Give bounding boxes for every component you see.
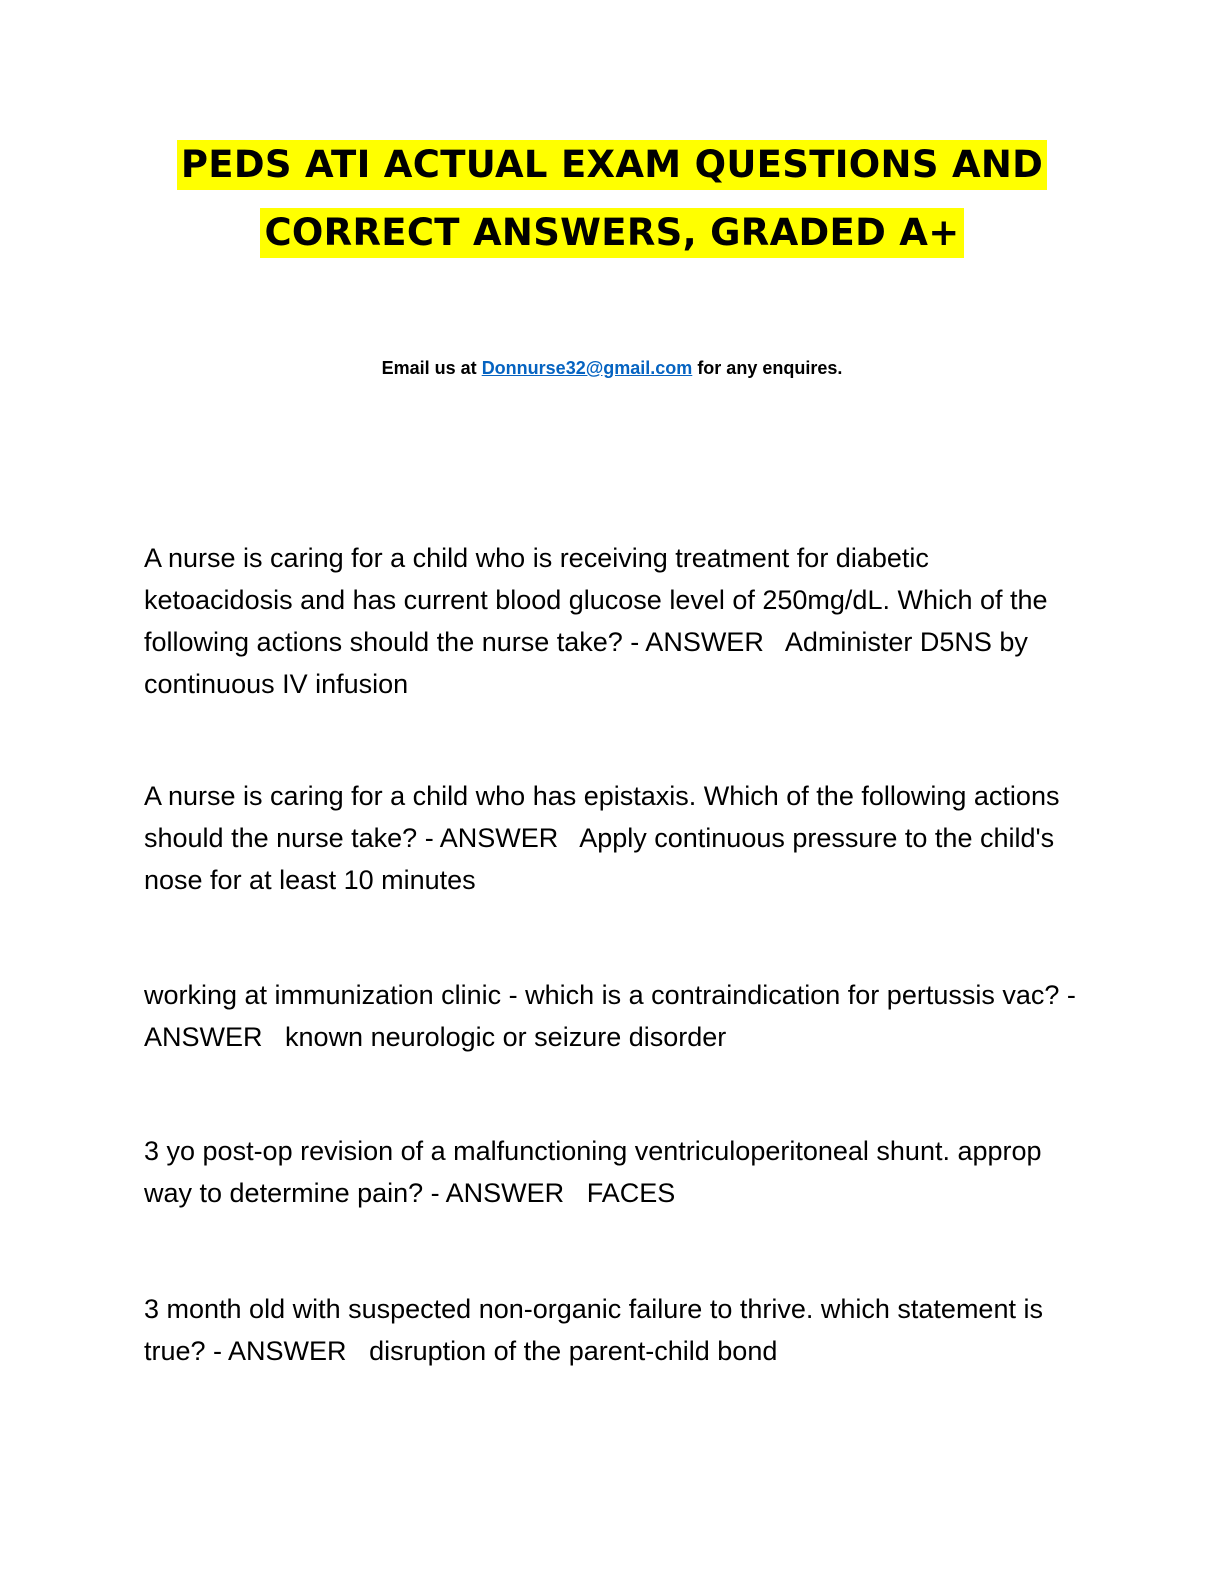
qa-answer: known neurologic or seizure disorder xyxy=(285,1022,727,1052)
qa-question: working at immunization clinic - which is a contraindication for pertussis vac? - ANSWER xyxy=(144,980,1076,1052)
email-link[interactable]: Donnurse32@gmail.com xyxy=(481,358,693,378)
document-title xyxy=(0,140,1224,276)
qa-item xyxy=(144,1288,1084,1372)
qa-question: A nurse is caring for a child who has epistaxis. Which of the following actions should the nurse take? - ANSWER xyxy=(144,781,1060,853)
contact-suffix: for any enquires. xyxy=(697,358,843,378)
qa-item xyxy=(144,775,1084,901)
qa-answer: Administer D5NS by continuous IV infusion xyxy=(144,627,1028,699)
contact-line xyxy=(0,356,1224,380)
qa-item xyxy=(144,537,1084,705)
title-line-1: PEDS ATI ACTUAL EXAM QUESTIONS AND xyxy=(177,140,1047,190)
qa-item xyxy=(144,974,1084,1058)
title-line-2: CORRECT ANSWERS, GRADED A+ xyxy=(260,208,963,258)
qa-item xyxy=(144,1130,1084,1214)
qa-answer: FACES xyxy=(586,1178,676,1208)
qa-question: 3 yo post-op revision of a malfunctioning ventriculoperitoneal shunt. approp way to determine pain? - ANSWER xyxy=(144,1136,1042,1208)
qa-answer: Apply continuous pressure to the child's nose for at least 10 minutes xyxy=(144,823,1055,895)
contact-prefix: Email us at xyxy=(381,358,477,378)
qa-answer: disruption of the parent-child bond xyxy=(369,1336,778,1366)
qa-question: 3 month old with suspected non-organic failure to thrive. which statement is true? - ANSWER xyxy=(144,1294,1043,1366)
qa-question: A nurse is caring for a child who is receiving treatment for diabetic ketoacidosis and has current blood glucose level of 250mg/dL. Which of the following actions should the nurse take? - ANSWER xyxy=(144,543,1048,657)
